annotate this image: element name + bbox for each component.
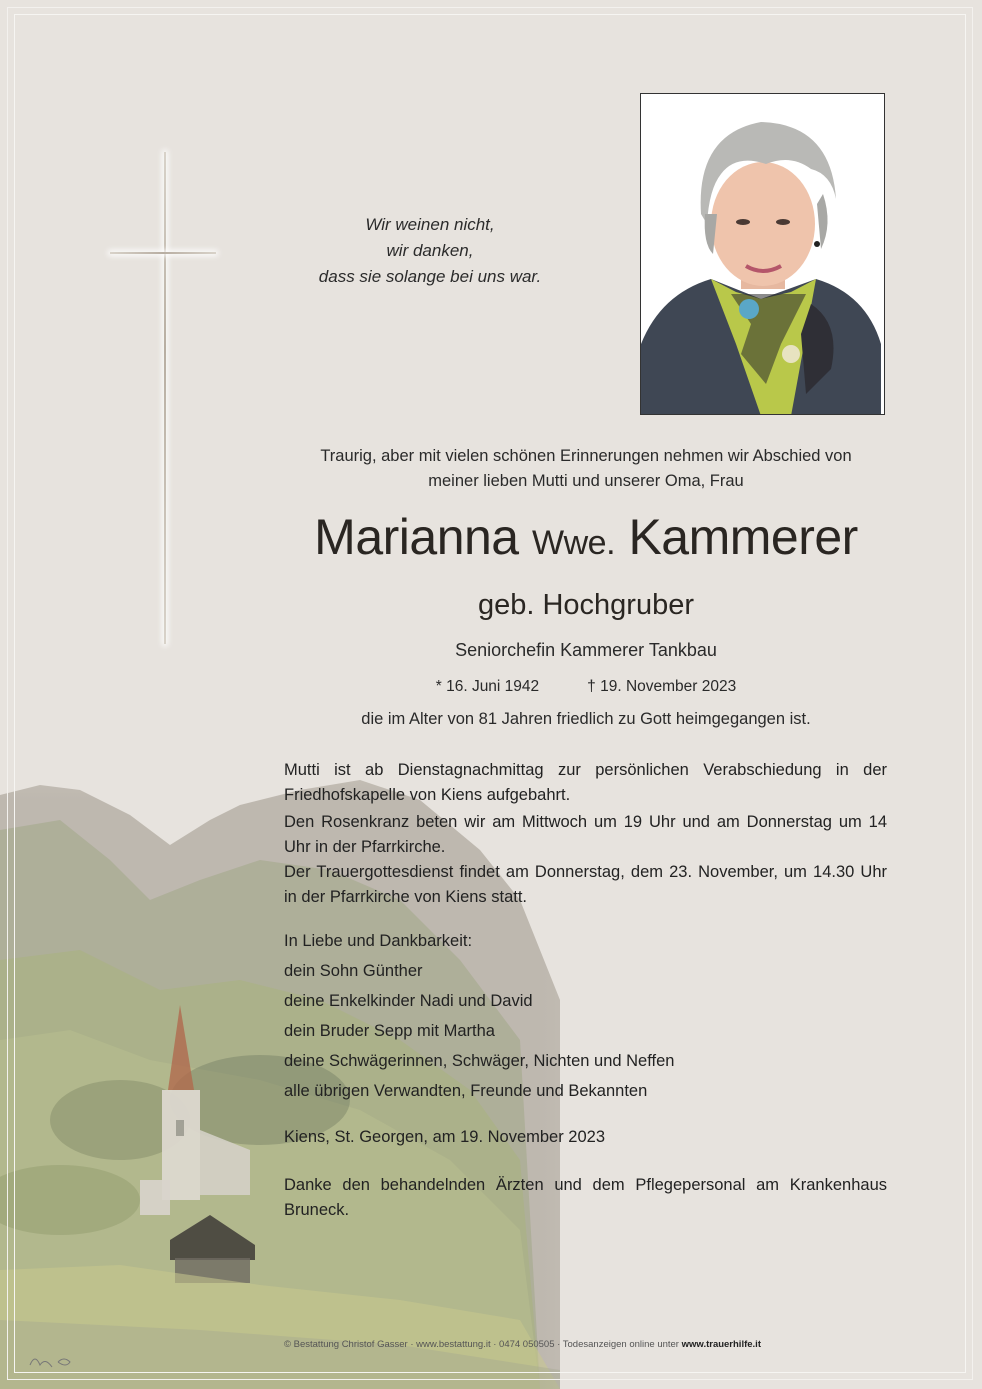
memorial-quote xyxy=(260,212,600,290)
cross-icon-horizontal xyxy=(110,252,216,254)
portrait-photo xyxy=(640,93,885,415)
last-name: Kammerer xyxy=(628,509,858,565)
mourner-item: alle übrigen Verwandten, Freunde und Bekannten xyxy=(284,1082,648,1100)
mourner-item: deine Enkelkinder Nadi und David xyxy=(284,992,533,1010)
quote-line-1: Wir weinen nicht, xyxy=(365,215,495,234)
birth-name: geb. Hochgruber xyxy=(477,589,695,621)
footer-text: © Bestattung Christof Gasser · www.bestattung.it · 0474 050505 · Todesanzeigen online unter xyxy=(284,1339,682,1350)
intro-line-2: meiner lieben Mutti und unserer Oma, Frau xyxy=(428,472,744,490)
mourners-list xyxy=(284,926,884,1106)
death-date: † 19. November 2023 xyxy=(587,678,737,695)
deceased-name xyxy=(280,505,892,575)
portrait-illustration xyxy=(641,94,885,415)
birth-date: * 16. Juni 1942 xyxy=(435,678,540,695)
intro-line-1: Traurig, aber mit vielen schönen Erinnerungen nehmen wir Abschied von xyxy=(320,447,852,465)
quote-line-2: wir danken, xyxy=(386,241,474,260)
quote-line-3: dass sie solange bei uns war. xyxy=(318,267,542,286)
footer-link[interactable]: www.trauerhilfe.it xyxy=(681,1339,761,1350)
passing-text: die im Alter von 81 Jahren friedlich zu Gott heimgegangen ist. xyxy=(361,710,811,728)
role-title: Seniorchefin Kammerer Tankbau xyxy=(455,640,717,660)
place-and-date: Kiens, St. Georgen, am 19. November 2023 xyxy=(284,1128,606,1146)
mourner-item: dein Sohn Günther xyxy=(284,962,423,980)
mourner-item: dein Bruder Sepp mit Martha xyxy=(284,1022,495,1040)
mourners-heading: In Liebe und Dankbarkeit: xyxy=(284,932,473,950)
viewing-announcement: Mutti ist ab Dienstagnachmittag zur persönlichen Verabschiedung in der Friedhofskapelle von Kiens aufgebahrt. xyxy=(284,761,887,804)
intro-text xyxy=(286,444,886,494)
life-dates xyxy=(286,675,886,699)
footer-credits xyxy=(284,1338,844,1352)
mourner-item: deine Schwägerinnen, Schwäger, Nichten und Neffen xyxy=(284,1052,675,1070)
widow-title: Wwe. xyxy=(532,524,616,562)
thanks-text: Danke den behandelnden Ärzten und dem Pflegepersonal am Krankenhaus Bruneck. xyxy=(284,1176,887,1219)
cross-icon-vertical xyxy=(164,152,166,644)
funeral-service-announcement: Der Trauergottesdienst findet am Donnerstag, dem 23. November, um 14.30 Uhr in der Pfarrkirche von Kiens statt. xyxy=(284,863,887,906)
first-name: Marianna xyxy=(314,509,519,565)
rosary-announcement: Den Rosenkranz beten wir am Mittwoch um 19 Uhr und am Donnerstag um 14 Uhr in der Pfarrkirche. xyxy=(284,813,887,856)
